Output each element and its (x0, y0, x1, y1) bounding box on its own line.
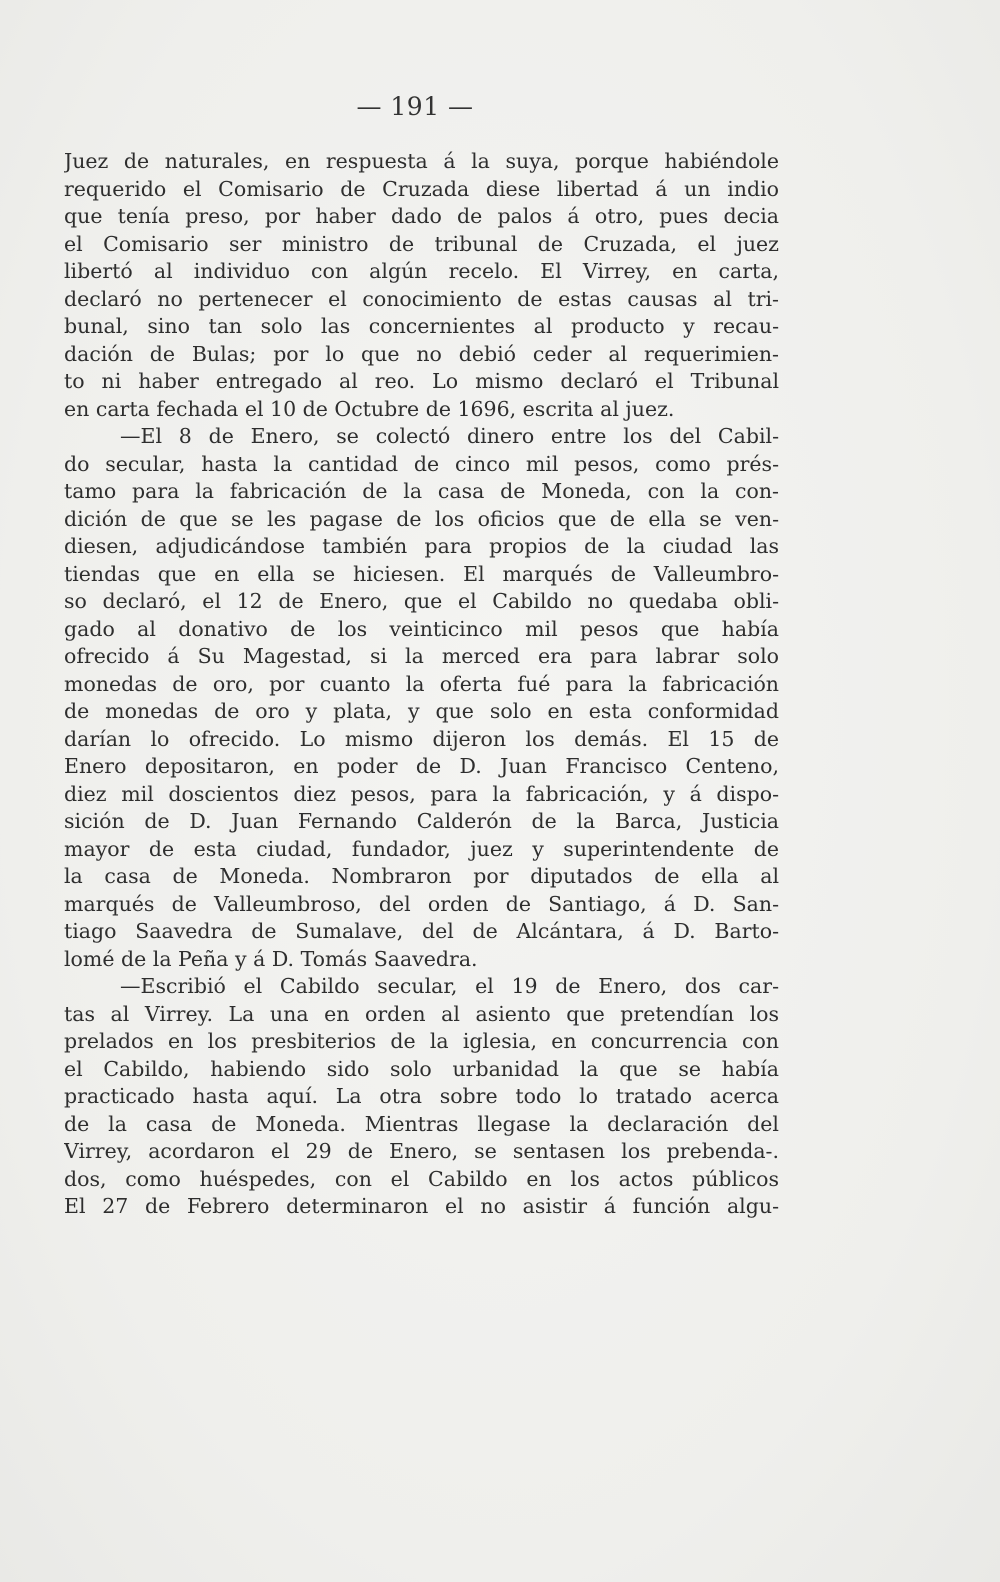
text-line: tas al Virrey. La una en orden al asiento que pretendían los (64, 1001, 779, 1026)
text-line: sición de D. Juan Fernando Calderón de la Barca, Justicia (64, 809, 779, 833)
text-line: mayor de esta ciudad, fundador, juez y superintendente de (64, 836, 779, 861)
text-line: monedas de oro, por cuanto la oferta fué para la fabricación (64, 671, 779, 696)
text-line: Virrey, acordaron el 29 de Enero, se sentasen los prebenda-. (64, 1139, 779, 1163)
text-line: do secular, hasta la cantidad de cinco mil pesos, como prés- (64, 451, 779, 476)
text-line: practicado hasta aquí. La otra sobre todo lo tratado acerca (64, 1084, 779, 1108)
text-line: to ni haber entregado al reo. Lo mismo declaró el Tribunal (64, 369, 779, 393)
text-line: —Escribió el Cabildo secular, el 19 de Enero, dos car- (120, 974, 779, 998)
text-line: declaró no pertenecer el conocimiento de estas causas al tri- (64, 286, 779, 311)
text-line: Enero depositaron, en poder de D. Juan Francisco Centeno, (64, 754, 779, 778)
text-line: bunal, sino tan solo las concernientes al producto y recau- (64, 314, 779, 338)
page-number: — 191 — (356, 92, 474, 121)
text-line: tiendas que en ella se hiciesen. El marqués de Valleumbro- (64, 561, 779, 586)
text-line: dos, como huéspedes, con el Cabildo en los actos públicos (64, 1166, 779, 1191)
text-line: diez mil doscientos diez pesos, para la fabricación, y á dispo- (64, 781, 779, 806)
text-line: gado al donativo de los veinticinco mil pesos que había (64, 616, 779, 641)
text-line: el Comisario ser ministro de tribunal de Cruzada, el juez (64, 231, 779, 256)
text-line: en carta fechada el 10 de Octubre de 1696, escrita al juez. (64, 396, 675, 421)
text-line: lomé de la Peña y á D. Tomás Saavedra. (64, 946, 478, 971)
text-line: tamo para la fabricación de la casa de Moneda, con la con- (64, 479, 779, 503)
body-text (64, 148, 779, 1221)
text-line: requerido el Comisario de Cruzada diese libertad á un indio (64, 176, 779, 201)
text-line: dación de Bulas; por lo que no debió ceder al requerimien- (64, 341, 779, 366)
text-line: dición de que se les pagase de los oficios que de ella se ven- (64, 506, 779, 531)
text-line: Juez de naturales, en respuesta á la suya, porque habiéndole (64, 149, 779, 173)
text-line: la casa de Moneda. Nombraron por diputados de ella al (64, 864, 779, 888)
text-line: El 27 de Febrero determinaron el no asistir á función algu- (64, 1194, 779, 1218)
text-line: diesen, adjudicándose también para propios de la ciudad las (64, 534, 779, 558)
text-line: tiago Saavedra de Sumalave, del de Alcántara, á D. Barto- (64, 919, 779, 943)
text-line: darían lo ofrecido. Lo mismo dijeron los demás. El 15 de (64, 726, 779, 751)
text-line: marqués de Valleumbroso, del orden de Santiago, á D. San- (64, 891, 779, 916)
text-line: libertó al individuo con algún recelo. El Virrey, en carta, (64, 259, 779, 283)
text-line: que tenía preso, por haber dado de palos á otro, pues decia (64, 204, 779, 228)
text-line: de la casa de Moneda. Mientras llegase la declaración del (64, 1111, 779, 1136)
text-line: de monedas de oro y plata, y que solo en esta conformidad (64, 699, 779, 723)
text-line: —El 8 de Enero, se colectó dinero entre los del Cabil- (120, 424, 779, 448)
text-line: prelados en los presbiterios de la iglesia, en concurrencia con (64, 1029, 779, 1053)
text-line: so declaró, el 12 de Enero, que el Cabildo no quedaba obli- (64, 589, 779, 613)
text-line: el Cabildo, habiendo sido solo urbanidad la que se había (64, 1056, 779, 1081)
text-line: ofrecido á Su Magestad, si la merced era para labrar solo (64, 644, 779, 668)
